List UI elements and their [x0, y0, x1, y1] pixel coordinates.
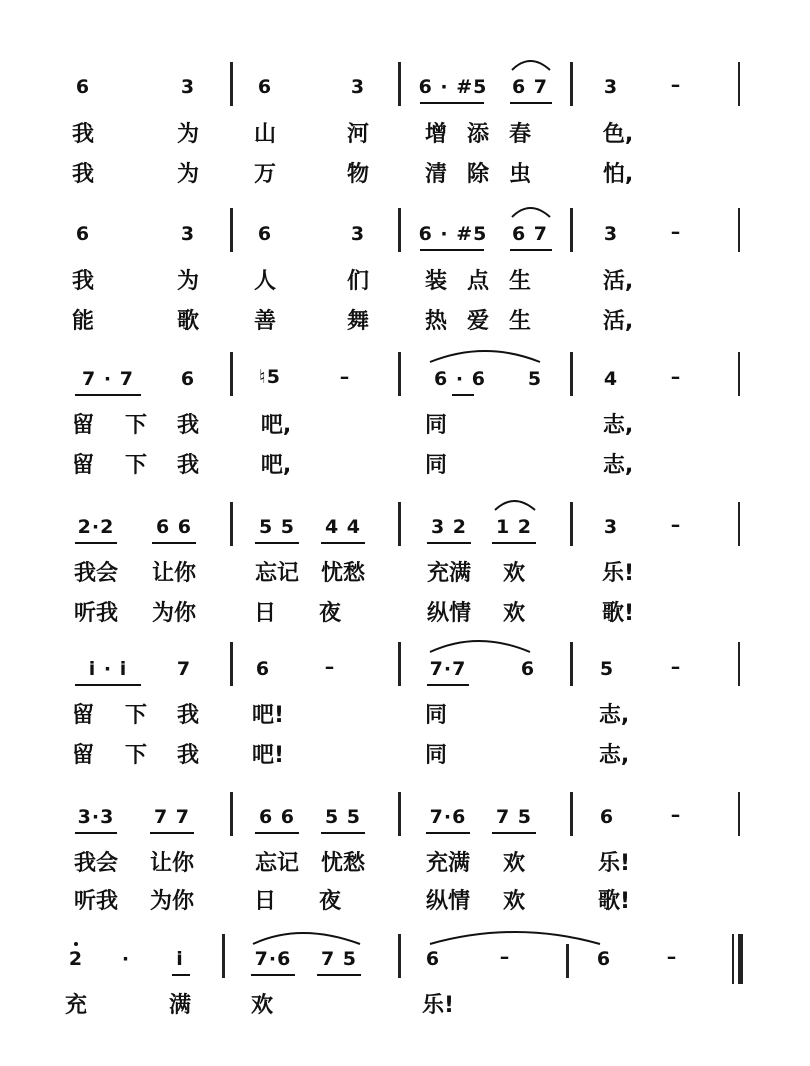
note: 7 — [176, 658, 192, 680]
note: 7·6 — [429, 806, 467, 828]
lyric: 留 — [71, 743, 95, 768]
note: 7 7 — [153, 806, 191, 828]
lyric: 歌! — [597, 889, 631, 914]
lyric: 舞 — [346, 309, 370, 334]
underline — [75, 832, 117, 834]
barline — [230, 792, 233, 836]
lyric: 下 — [124, 743, 148, 768]
barline — [222, 934, 225, 978]
note: 6 — [520, 658, 536, 680]
note: 7 5 — [495, 806, 533, 828]
note: 6 6 — [155, 516, 193, 538]
underline — [427, 542, 471, 544]
underline — [492, 832, 536, 834]
note: 5 — [527, 368, 543, 390]
barline — [570, 792, 573, 836]
lyric: 爱 — [466, 309, 490, 334]
underline — [426, 832, 470, 834]
note: · — [121, 948, 131, 970]
barline — [230, 62, 233, 106]
note: 6 6 — [258, 806, 296, 828]
slur — [430, 641, 530, 652]
lyric: 下 — [124, 453, 148, 478]
lyric: 热 — [424, 309, 448, 334]
lyric: 志, — [598, 703, 630, 728]
note: – — [670, 366, 682, 388]
note: 3 — [180, 76, 196, 98]
lyric: 我会 — [73, 851, 119, 876]
note: – — [339, 366, 351, 388]
note: 6 — [596, 948, 612, 970]
underline — [427, 684, 469, 686]
note: 6 — [75, 76, 91, 98]
slur — [512, 208, 550, 217]
lyric: 春 — [508, 122, 532, 147]
note: – — [670, 514, 682, 536]
note: – — [670, 656, 682, 678]
note: 5 5 — [258, 516, 296, 538]
underline — [492, 542, 536, 544]
note: 3 — [180, 223, 196, 245]
lyric: 志, — [602, 413, 634, 438]
note: 6 · #5 — [418, 223, 488, 245]
note: – — [499, 946, 511, 968]
lyric: 装 — [424, 269, 448, 294]
lyric: 为 — [176, 122, 200, 147]
lyric: 河 — [346, 122, 370, 147]
lyric: 让你 — [149, 851, 195, 876]
lyric: 欢 — [250, 993, 274, 1018]
lyric: 活, — [602, 309, 634, 334]
lyric: 生 — [508, 269, 532, 294]
lyric: 欢 — [502, 601, 526, 626]
barline — [570, 502, 573, 546]
underline — [75, 684, 141, 686]
barline — [570, 208, 573, 252]
lyric: 吧, — [260, 453, 292, 478]
lyric: 充 — [64, 993, 88, 1018]
lyric: 欢 — [502, 851, 526, 876]
barline — [738, 208, 740, 252]
lyric: 善 — [253, 309, 277, 334]
note: 6 — [599, 806, 615, 828]
lyric: 为你 — [151, 601, 197, 626]
barline — [566, 944, 569, 978]
lyric: 听我 — [73, 889, 119, 914]
lyric: 歌 — [176, 309, 200, 334]
lyric: 我会 — [73, 561, 119, 586]
lyric: 能 — [71, 309, 95, 334]
lyric: 我 — [176, 453, 200, 478]
lyric: 忧愁 — [320, 851, 366, 876]
barline — [570, 352, 573, 396]
lyric: 们 — [346, 269, 370, 294]
underline — [75, 542, 117, 544]
tie — [430, 932, 600, 944]
lyric: 忘记 — [254, 561, 300, 586]
underline — [321, 542, 365, 544]
underline — [452, 394, 474, 396]
lyric: 为 — [176, 269, 200, 294]
note: 4 4 — [324, 516, 362, 538]
lyric: 欢 — [502, 889, 526, 914]
lyric: 我 — [176, 413, 200, 438]
note: 6 · #5 — [418, 76, 488, 98]
lyric: 清 — [424, 162, 448, 187]
barline — [738, 62, 740, 106]
underline — [255, 542, 299, 544]
barline — [398, 934, 401, 978]
barline — [570, 62, 573, 106]
underline — [255, 832, 299, 834]
note: – — [670, 74, 682, 96]
lyric: 点 — [466, 269, 490, 294]
underline — [75, 394, 141, 396]
lyric: 让你 — [151, 561, 197, 586]
slur — [512, 61, 550, 70]
final-barline-thick — [738, 934, 743, 984]
barline — [230, 352, 233, 396]
note: 2·2 — [77, 516, 115, 538]
barline — [738, 792, 740, 836]
note: 3 — [603, 516, 619, 538]
lyric: 满 — [168, 993, 192, 1018]
underline — [420, 102, 484, 104]
barline — [230, 208, 233, 252]
note: i · i — [88, 658, 128, 680]
note: 6 — [75, 223, 91, 245]
underline — [150, 832, 194, 834]
note: 3 — [603, 223, 619, 245]
lyric: 万 — [253, 162, 277, 187]
lyric: 纵情 — [425, 889, 471, 914]
underline — [510, 102, 552, 104]
lyric: 为 — [176, 162, 200, 187]
lyric: 我 — [176, 743, 200, 768]
barline — [398, 792, 401, 836]
underline — [152, 542, 196, 544]
lyric: 忘记 — [254, 851, 300, 876]
lyric: 日 — [253, 889, 277, 914]
barline — [230, 502, 233, 546]
lyric: 色, — [602, 122, 634, 147]
lyric: 我 — [176, 703, 200, 728]
barline — [398, 62, 401, 106]
note: 6 7 — [511, 223, 549, 245]
underline — [321, 832, 365, 834]
lyric: 乐! — [597, 851, 631, 876]
lyric: 日 — [253, 601, 277, 626]
note: 6 — [255, 658, 271, 680]
lyric: 夜 — [318, 889, 342, 914]
note: – — [324, 656, 336, 678]
note: ♮5 — [258, 366, 282, 388]
underline — [420, 249, 484, 251]
note: 5 5 — [324, 806, 362, 828]
lyric: 同 — [424, 743, 448, 768]
octave-dot — [74, 942, 78, 946]
note: 7 5 — [320, 948, 358, 970]
lyric: 生 — [508, 309, 532, 334]
barline — [570, 642, 573, 686]
lyric: 增 — [424, 122, 448, 147]
lyric: 物 — [346, 162, 370, 187]
lyric: 为你 — [149, 889, 195, 914]
lyric: 歌! — [601, 601, 635, 626]
lyric: 我 — [71, 269, 95, 294]
barline — [738, 502, 740, 546]
lyric: 人 — [253, 269, 277, 294]
lyric: 志, — [602, 453, 634, 478]
note: – — [670, 221, 682, 243]
note: 3 2 — [430, 516, 468, 538]
barline — [230, 642, 233, 686]
slur — [430, 351, 540, 362]
lyric: 充满 — [425, 851, 471, 876]
underline — [317, 974, 361, 976]
lyric: 吧! — [251, 743, 285, 768]
lyric: 留 — [71, 453, 95, 478]
lyric: 下 — [124, 413, 148, 438]
barline — [398, 502, 401, 546]
note: 7 · 7 — [82, 368, 134, 390]
barline — [738, 642, 740, 686]
lyric: 留 — [71, 413, 95, 438]
lyric: 我 — [71, 122, 95, 147]
note: 3 — [603, 76, 619, 98]
note: 1 2 — [495, 516, 533, 538]
lyric: 留 — [71, 703, 95, 728]
lyric: 同 — [424, 413, 448, 438]
lyric: 怕, — [602, 162, 634, 187]
lyric: 欢 — [502, 561, 526, 586]
barline — [398, 642, 401, 686]
slur — [495, 501, 535, 510]
lyric: 充满 — [426, 561, 472, 586]
note: 7·6 — [254, 948, 292, 970]
note: 6 7 — [511, 76, 549, 98]
lyric: 夜 — [318, 601, 342, 626]
lyric: 虫 — [508, 162, 532, 187]
slur — [253, 933, 360, 944]
note: 7·7 — [429, 658, 467, 680]
note: 3 — [350, 223, 366, 245]
lyric: 吧, — [260, 413, 292, 438]
lyric: 忧愁 — [320, 561, 366, 586]
lyric: 除 — [466, 162, 490, 187]
note: 6 · 6 — [434, 368, 486, 390]
lyric: 志, — [598, 743, 630, 768]
barline — [398, 352, 401, 396]
note: 6 — [257, 76, 273, 98]
underline — [172, 974, 190, 976]
note: 6 — [425, 948, 441, 970]
note: – — [666, 946, 678, 968]
final-barline-thin — [732, 934, 734, 984]
lyric: 山 — [253, 122, 277, 147]
lyric: 乐! — [421, 993, 455, 1018]
barline — [398, 208, 401, 252]
barline — [738, 352, 740, 396]
underline — [510, 249, 552, 251]
lyric: 纵情 — [426, 601, 472, 626]
note: 5 — [599, 658, 615, 680]
lyric: 吧! — [251, 703, 285, 728]
note: 4 — [603, 368, 619, 390]
lyric: 听我 — [73, 601, 119, 626]
lyric: 我 — [71, 162, 95, 187]
note: 2 — [68, 948, 84, 970]
lyric: 同 — [424, 453, 448, 478]
underline — [251, 974, 295, 976]
note: – — [670, 804, 682, 826]
lyric: 活, — [602, 269, 634, 294]
note: i — [176, 948, 184, 970]
lyric: 添 — [466, 122, 490, 147]
note: 3·3 — [77, 806, 115, 828]
lyric: 同 — [424, 703, 448, 728]
lyric: 下 — [124, 703, 148, 728]
note: 3 — [350, 76, 366, 98]
note: 6 — [180, 368, 196, 390]
lyric: 乐! — [601, 561, 635, 586]
note: 6 — [257, 223, 273, 245]
